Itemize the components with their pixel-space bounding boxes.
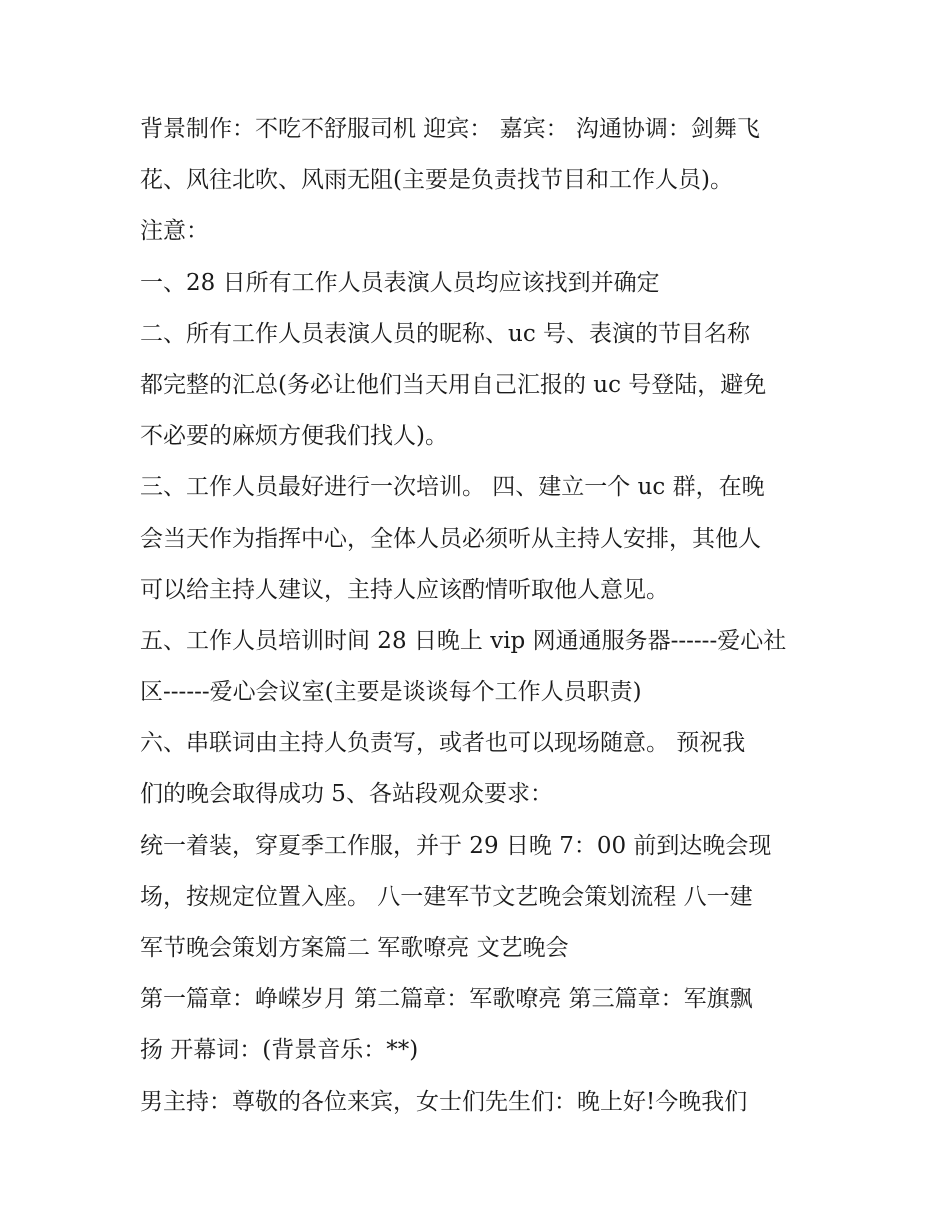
text-line: 统一着装，穿夏季工作服，并于 29 日晚 7：00 前到达晚会现 xyxy=(140,832,772,859)
text-line: 男主持：尊敬的各位来宾，女士们先生们：晚上好!今晚我们 xyxy=(140,1088,748,1115)
text-line: 都完整的汇总(务必让他们当天用自己汇报的 uc 号登陆，避免 xyxy=(140,371,767,398)
text-line: 们的晚会取得成功 5、各站段观众要求： xyxy=(140,781,553,808)
text-line: 注意： xyxy=(140,218,209,245)
text-line: 第一篇章：峥嵘岁月 第二篇章：军歌嘹亮 第三篇章：军旗飘 xyxy=(140,986,753,1013)
text-line: 军节晚会策划方案篇二 军歌嘹亮 文艺晚会 xyxy=(140,935,569,961)
text-line: 一、28 日所有工作人员表演人员均应该找到并确定 xyxy=(140,269,660,296)
text-line: 不必要的麻烦方便我们找人)。 xyxy=(140,423,448,450)
text-line: 场，按规定位置入座。 八一建军节文艺晚会策划流程 八一建 xyxy=(140,883,753,910)
text-line: 三、工作人员最好进行一次培训。 四、建立一个 uc 群，在晚 xyxy=(140,474,765,501)
text-line: 二、所有工作人员表演人员的昵称、uc 号、表演的节目名称 xyxy=(140,320,751,347)
text-line: 可以给主持人建议，主持人应该酌情听取他人意见。 xyxy=(140,576,669,603)
text-line: 背景制作：不吃不舒服司机 迎宾： 嘉宾： 沟通协调：剑舞飞 xyxy=(140,116,760,142)
document-body xyxy=(140,104,820,1128)
text-line: 会当天作为指挥中心，全体人员必须听从主持人安排，其他人 xyxy=(140,525,761,552)
text-line: 扬 开幕词：(背景音乐：**) xyxy=(140,1037,419,1064)
text-line: 花、风往北吹、风雨无阻(主要是负责找节目和工作人员)。 xyxy=(140,167,733,194)
text-line: 五、工作人员培训时间 28 日晚上 vip 网通通服务器------爱心社 xyxy=(140,627,787,654)
text-line: 区------爱心会议室(主要是谈谈每个工作人员职责) xyxy=(140,679,642,706)
text-line: 六、串联词由主持人负责写，或者也可以现场随意。 预祝我 xyxy=(140,730,746,757)
